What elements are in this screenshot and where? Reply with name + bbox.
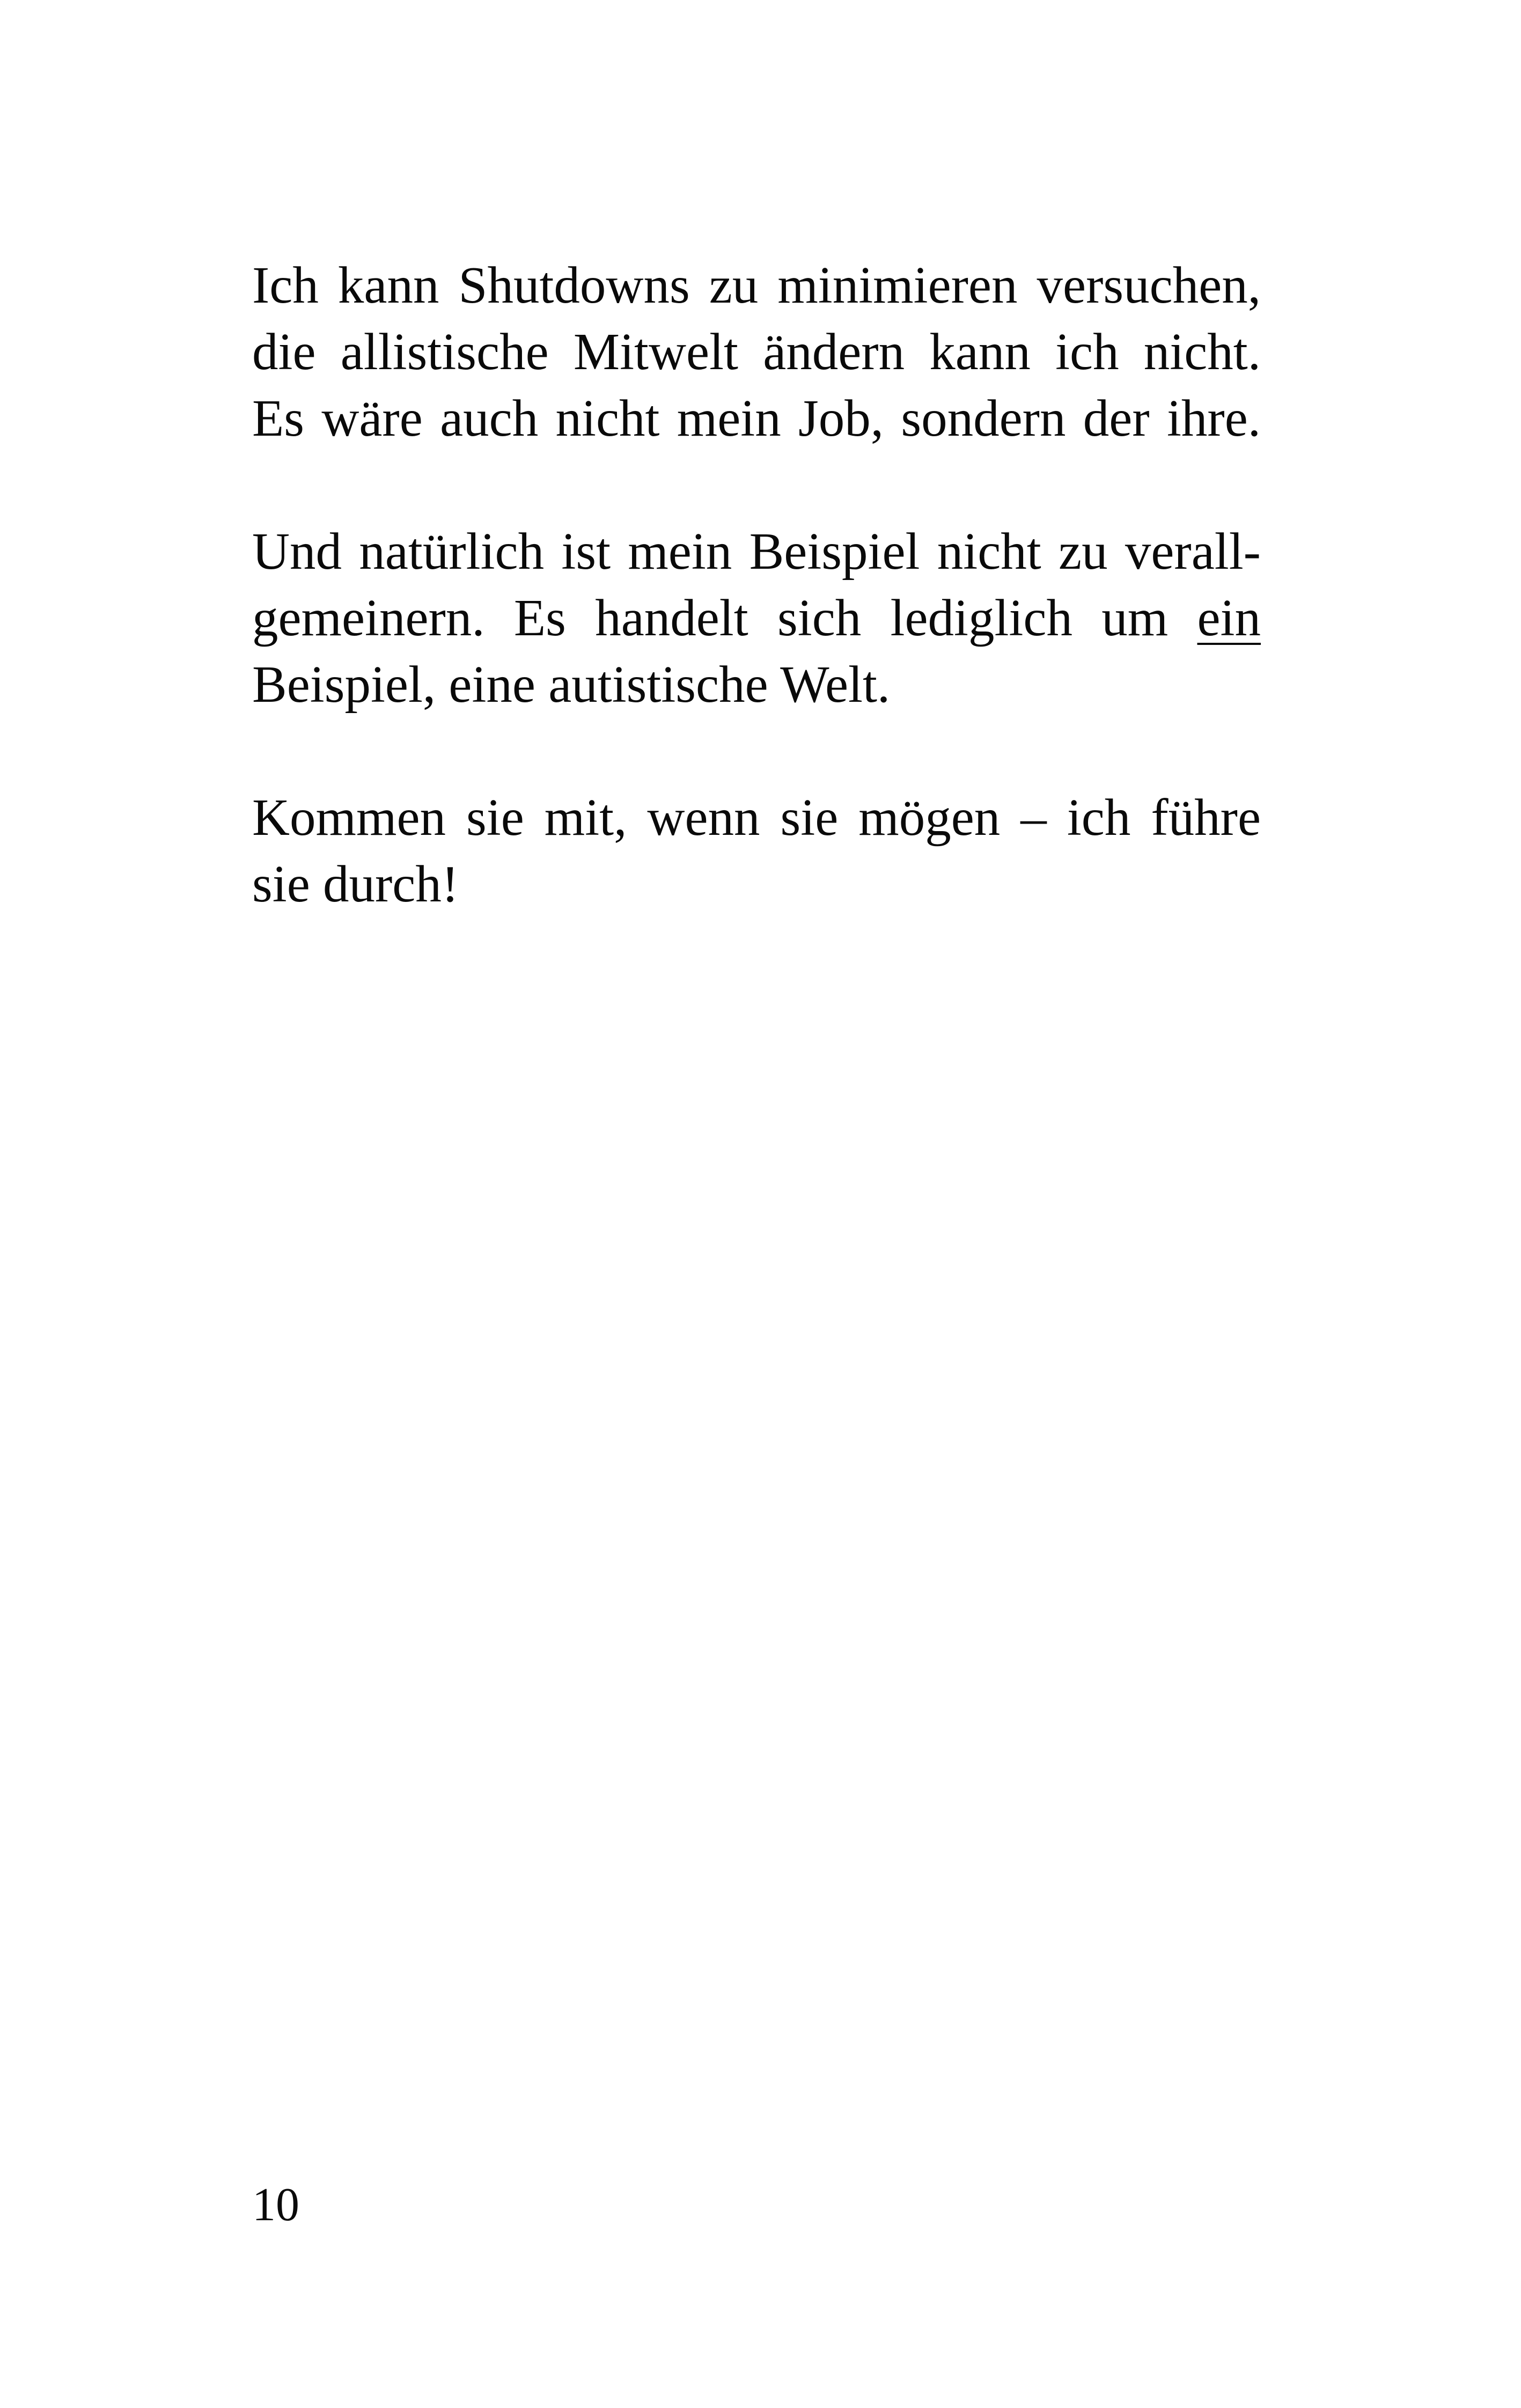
text-line: Es wäre auch nicht mein Job, sondern der ihre. xyxy=(252,390,1261,447)
text-line: Beispiel, eine autistische Welt. xyxy=(252,656,891,713)
body-text xyxy=(252,252,1261,917)
paragraph-gap xyxy=(252,718,1261,784)
page-number: 10 xyxy=(252,2179,299,2231)
text-line: Kommen sie mit, wenn sie mögen – ich führe xyxy=(252,789,1261,846)
text-line-with-emphasis xyxy=(252,585,1261,651)
paragraph-2 xyxy=(252,518,1261,718)
text-line: Und natürlich ist mein Beispiel nicht zu verall- xyxy=(252,523,1261,580)
paragraph-3 xyxy=(252,784,1261,917)
text-line-segment: gemeinern. Es handelt sich lediglich um xyxy=(252,589,1169,647)
paragraph-gap xyxy=(252,452,1261,518)
text-line: die allistische Mitwelt ändern kann ich nicht. xyxy=(252,323,1261,380)
text-line: Ich kann Shutdowns zu minimieren versuchen, xyxy=(252,256,1261,314)
underlined-word: ein xyxy=(1197,589,1261,647)
text-line: sie durch! xyxy=(252,855,459,913)
paragraph-1 xyxy=(252,252,1261,452)
